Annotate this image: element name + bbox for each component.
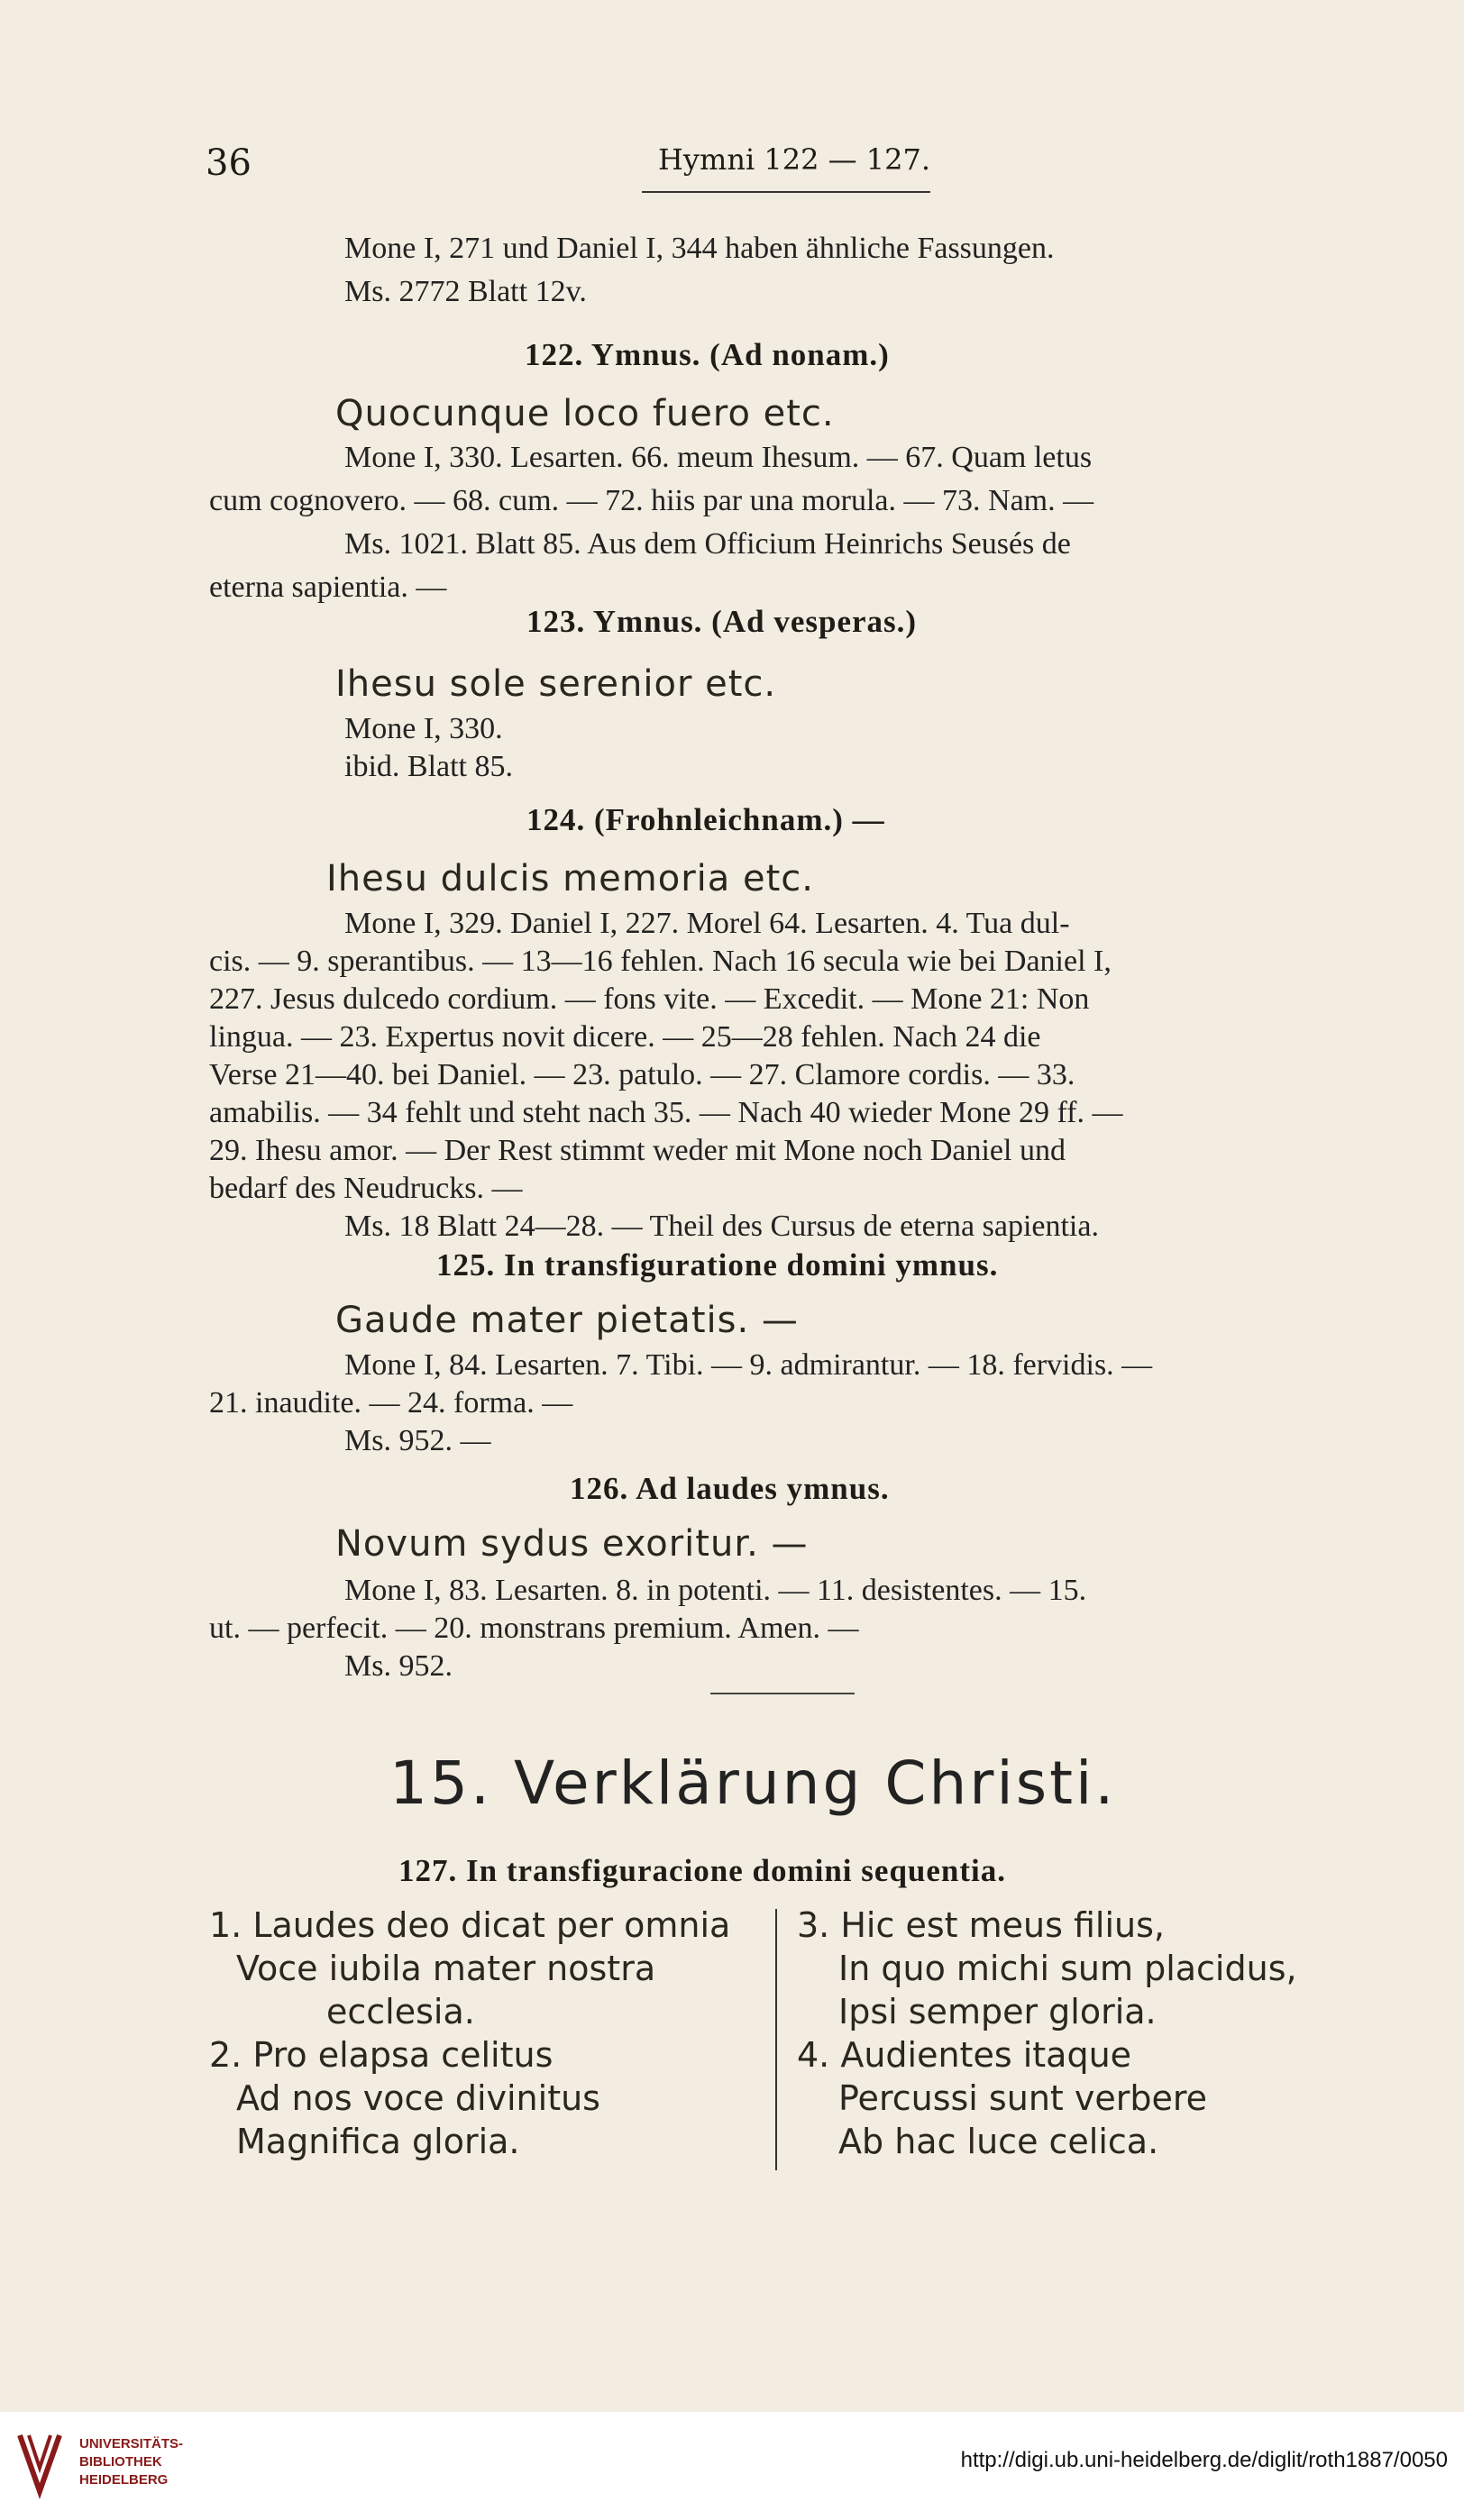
chapter-title: 15. Verklärung Christi. [389,1748,1117,1818]
header-rule [642,191,930,193]
verse-line: In quo michi sum placidus, [838,1949,1297,1988]
note-line: 227. Jesus dulcedo cordium. — fons vite. — Excedit. — Mone 21: Non [209,982,1090,1016]
note-line: Ms. 1021. Blatt 85. Aus dem Officium Heinrichs Seusés de [344,527,1071,561]
note-line: Mone I, 329. Daniel I, 227. Morel 64. Lesarten. 4. Tua dul- [344,907,1070,940]
hymn-124-notes [209,905,1367,1246]
note-line: Verse 21—40. bei Daniel. — 23. patulo. — 27. Clamore cordis. — 33. [209,1058,1075,1091]
hymn-126-incipit: Novum sydus exoritur. — [335,1523,809,1565]
verse-line: 2. Pro elapsa celitus [209,2035,554,2075]
permalink-url[interactable]: http://digi.ub.uni-heidelberg.de/diglit/roth1887/0050 [960,2448,1448,2472]
note-line: eterna sapientia. — [209,571,447,604]
verse-line: ecclesia. [326,1992,475,2032]
verse-line: Ipsi semper gloria. [838,1992,1157,2032]
page-number: 36 [206,142,252,184]
section-divider [710,1693,855,1694]
verse-line: 3. Hic est meus filius, [797,1905,1165,1945]
verse-line: 4. Audientes itaque [797,2035,1132,2075]
note-line: cum cognovero. — 68. cum. — 72. hiis par una morula. — 73. Nam. — [209,484,1094,517]
column-divider [775,1909,777,2170]
library-name-line: BIBLIOTHEK [79,2454,162,2470]
hymn-123-incipit: Ihesu sole serenior etc. [335,663,777,705]
running-title: Hymni 122 — 127. [658,142,931,177]
note-line: lingua. — 23. Expertus novit dicere. — 25—28 fehlen. Nach 24 die [209,1020,1041,1054]
hymn-125-heading: 125. In transfiguratione domini ymnus. [436,1247,999,1283]
verse-line: Ad nos voce divinitus [236,2078,600,2118]
note-line: ut. — perfecit. — 20. monstrans premium. Amen. — [209,1612,859,1645]
note-line: cis. — 9. sperantibus. — 13—16 fehlen. Nach 16 secula wie bei Daniel I, [209,945,1112,978]
hymn-122-incipit: Quocunque loco fuero etc. [335,393,835,434]
hymn-126-notes [209,1572,1367,1685]
intro-paragraph [209,227,1367,314]
note-line: bedarf des Neudrucks. — [209,1172,523,1205]
library-name [79,2435,183,2489]
note-line: 21. inaudite. — 24. forma. — [209,1386,573,1420]
note-line: Ms. 952. [344,1649,453,1683]
hymn-127-heading: 127. In transfiguracione domini sequentia. [398,1853,1006,1888]
verse-line: 1. Laudes deo dicat per omnia [209,1905,731,1945]
note-line: Mone I, 83. Lesarten. 8. in potenti. — 11. desistentes. — 15. [344,1574,1087,1607]
intro-line: Mone I, 271 und Daniel I, 344 haben ähnliche Fassungen. [344,232,1055,265]
verse-line: Voce iubila mater nostra [236,1949,656,1988]
note-line: amabilis. — 34 fehlt und steht nach 35. — Nach 40 wieder Mone 29 ff. — [209,1096,1123,1129]
hymn-123-notes [209,710,1367,786]
hymn-122-notes [209,436,1367,609]
verse-line: Percussi sunt verbere [838,2078,1208,2118]
hymn-124-heading: 124. (Frohnleichnam.) — [526,802,885,837]
library-name-line: UNIVERSITÄTS- [79,2436,184,2452]
intro-line: Ms. 2772 Blatt 12v. [344,275,587,308]
note-line: Mone I, 84. Lesarten. 7. Tibi. — 9. admirantur. — 18. fervidis. — [344,1348,1153,1382]
verse-line: Ab hac luce celica. [838,2122,1159,2161]
hymn-125-incipit: Gaude mater pietatis. — [335,1300,799,1341]
hymn-123-heading: 123. Ymnus. (Ad vesperas.) [526,604,918,639]
note-line: 29. Ihesu amor. — Der Rest stimmt weder mit Mone noch Daniel und [209,1134,1066,1167]
verse-line: Magnifica gloria. [236,2122,520,2161]
note-line: Ms. 952. — [344,1424,491,1457]
hymn-122-heading: 122. Ymnus. (Ad nonam.) [525,337,890,372]
library-name-line: HEIDELBERG [79,2472,169,2488]
sequence-right-column [797,1904,1297,2163]
note-line: Mone I, 330. Lesarten. 66. meum Ihesum. — 67. Quam letus [344,441,1093,474]
hymn-125-notes [209,1347,1367,1460]
note-line: ibid. Blatt 85. [344,750,513,783]
note-line: Mone I, 330. [344,712,503,745]
note-line: Ms. 18 Blatt 24—28. — Theil des Cursus de eterna sapientia. [344,1210,1099,1243]
sequence-left-column [209,1904,730,2163]
library-logo-icon [13,2428,67,2500]
hymn-126-heading: 126. Ad laudes ymnus. [570,1471,890,1506]
hymn-124-incipit: Ihesu dulcis memoria etc. [326,858,814,899]
